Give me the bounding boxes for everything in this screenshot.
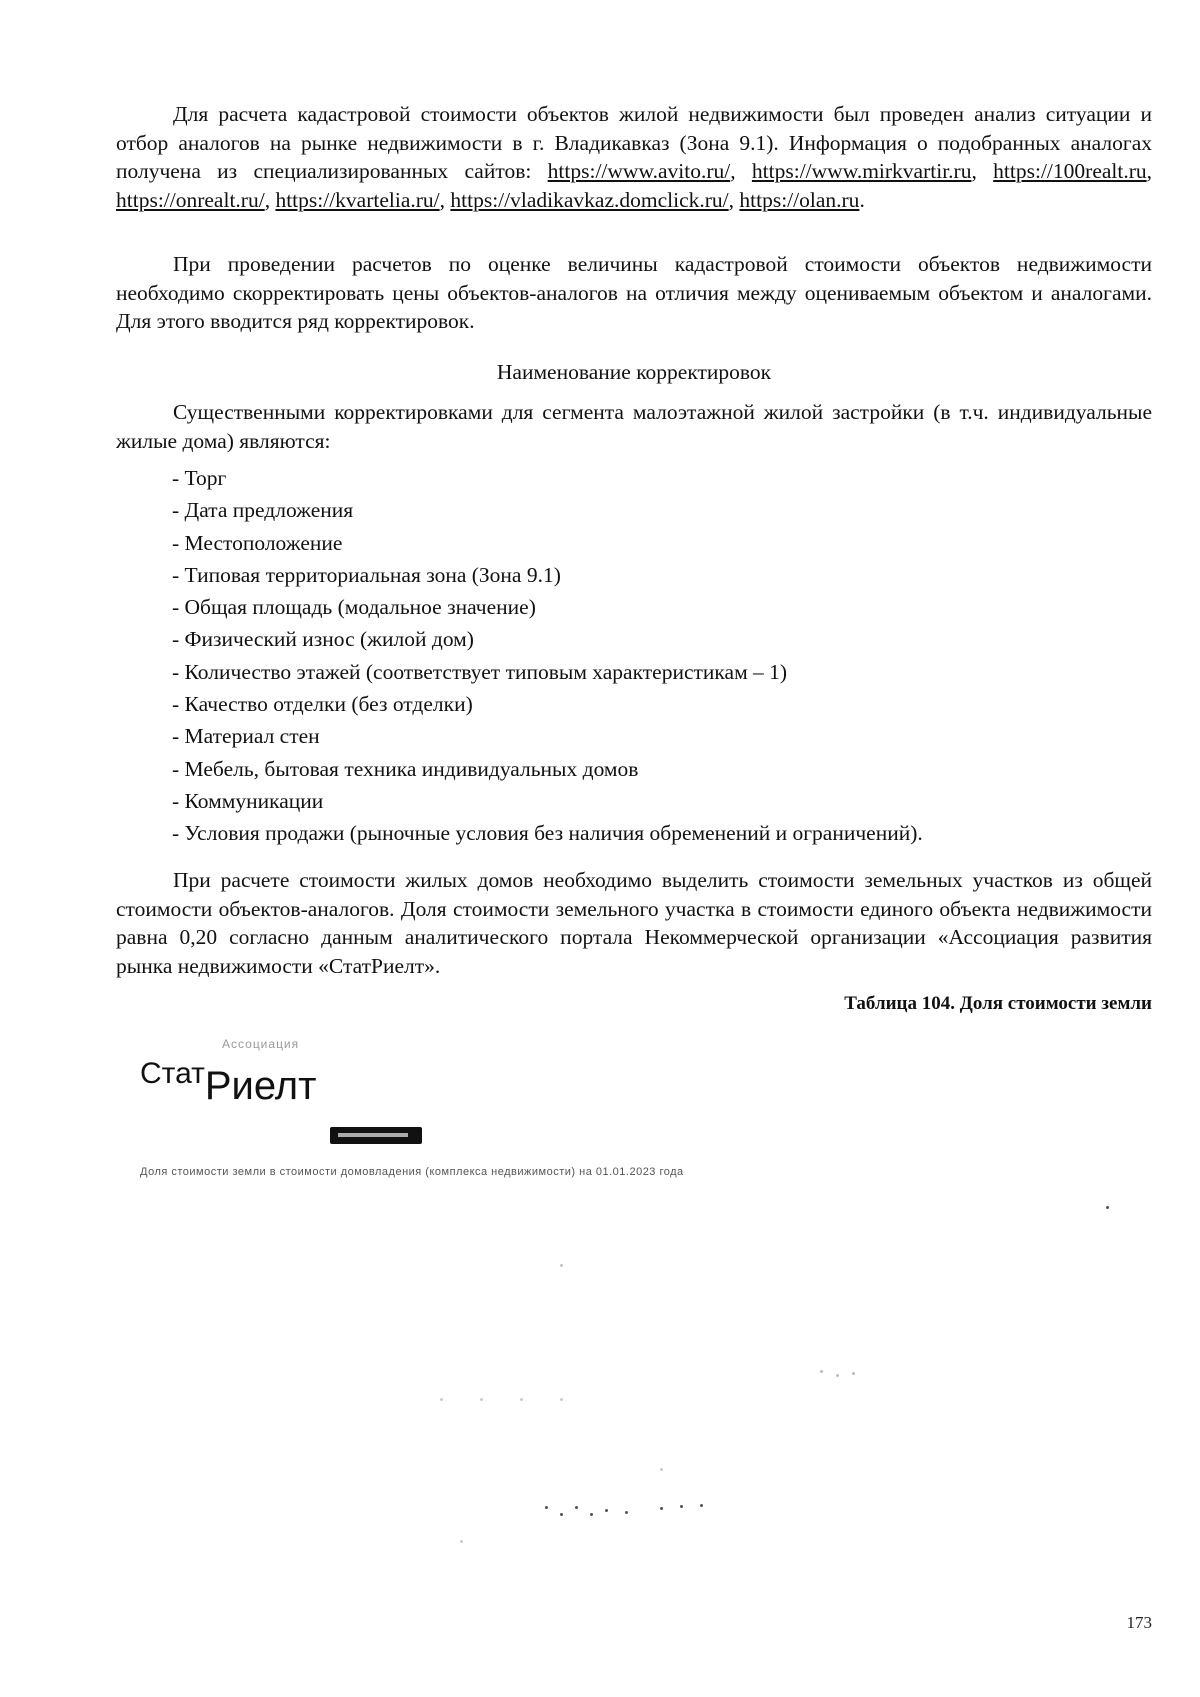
- list-item: - Качество отделки (без отделки): [172, 692, 473, 717]
- link-domclick[interactable]: https://vladikavkaz.domclick.ru/: [450, 187, 729, 212]
- scan-dot: [590, 1513, 593, 1516]
- logo-part2: Риелт: [204, 1064, 317, 1108]
- statrielt-logo: [140, 1057, 317, 1108]
- list-item: - Общая площадь (модальное значение): [172, 595, 536, 620]
- scan-dot: [680, 1505, 683, 1508]
- list-item: - Материал стен: [172, 724, 320, 749]
- link-onrealt[interactable]: https://onrealt.ru/: [116, 187, 265, 212]
- logo-small-text: Ассоциация: [222, 1037, 300, 1051]
- scan-dot: [575, 1506, 578, 1509]
- scan-dot: [625, 1511, 628, 1514]
- link-100realt[interactable]: https://100realt.ru: [993, 159, 1147, 183]
- scan-dot: [520, 1398, 523, 1401]
- adjustment-list: [172, 462, 923, 850]
- scan-dot: [560, 1264, 563, 1267]
- paragraph-adjustments-intro-text: При проведении расчетов по оценке величины кадастровой стоимости объектов недвижимости необходимо скорректировать цены объектов-аналогов на отличия между оцениваемым объектом и аналогами. Для этого вводится ряд корректировок.: [116, 252, 1152, 333]
- scan-dot: [480, 1398, 483, 1401]
- scan-dot: [440, 1398, 443, 1401]
- paragraph-analogs: Для расчета кадастровой стоимости объектов жилой недвижимости был проведен анализ ситуации и отбор аналогов на рынке недвижимости в г. Владикавказ (Зона 9.1). Информация о подобранных аналогах получена из специализированных сайтов: https://www.avito.ru/, https://www.mirkvartir.ru, https://100realt.ru, https://onrealt.ru/, https://kvartelia.ru/, https://vladikavkaz.domclick.ru/, https://olan.ru.: [116, 102, 1153, 212]
- link-olan[interactable]: https://olan.ru: [739, 187, 860, 212]
- scan-dot: [1106, 1206, 1109, 1209]
- redacted-block: [330, 1127, 422, 1144]
- paragraph-essential-text: Существенными корректировками для сегмента малоэтажной жилой застройки (в т.ч. индивидуальные жилые дома) являются:: [116, 400, 1152, 453]
- logo-part1: Стат: [140, 1057, 205, 1090]
- scan-dot: [820, 1370, 823, 1373]
- scan-dot: [852, 1372, 855, 1375]
- paragraph-land-share-text: При расчете стоимости жилых домов необходимо выделить стоимости земельных участков из общей стоимости объектов-аналогов. Доля стоимости земельного участка в стоимости единого объекта недвижимости равна 0,20 согласно данным аналитического портала Некоммерческой организации «Ассоциация развития рынка недвижимости «СтатРиелт».: [116, 868, 1152, 978]
- scan-dot: [605, 1509, 608, 1512]
- section-heading: Наименование корректировок: [496, 360, 772, 384]
- paragraph-adjustments-intro: [116, 250, 1152, 336]
- list-item: - Торг: [172, 466, 227, 490]
- scan-dot: [836, 1374, 839, 1377]
- list-item: - Коммуникации: [172, 788, 324, 813]
- scan-dot: [545, 1506, 548, 1509]
- table-caption: Таблица 104. Доля стоимости земли: [844, 993, 1152, 1014]
- paragraph-essential: [116, 398, 1152, 455]
- paragraph-analogs-text: Для расчета кадастровой стоимости объектов жилой недвижимости был проведен анализ ситуации и отбор аналогов на рынке недвижимости в г. Владикавказ (Зона 9.1). Информация о подобранных аналогах получена из специализированных сайтов:: [116, 102, 1152, 183]
- page-number: 173: [1126, 1613, 1152, 1632]
- list-item: - Условия продажи (рыночные условия без наличия обременений и ограничений).: [172, 821, 923, 846]
- link-avito[interactable]: https://www.avito.ru/: [547, 159, 731, 183]
- list-item: - Количество этажей (соответствует типовым характеристикам – 1): [172, 659, 788, 684]
- link-kvartelia[interactable]: https://kvartelia.ru/: [275, 187, 440, 212]
- list-item: - Дата предложения: [172, 498, 354, 523]
- link-mirkvartir[interactable]: https://www.mirkvartir.ru: [751, 159, 972, 183]
- scan-dot: [560, 1398, 563, 1401]
- paragraph-land-share: [116, 866, 1152, 980]
- scan-dot: [660, 1507, 663, 1510]
- scan-dot: [560, 1513, 563, 1516]
- scan-dot: [460, 1540, 463, 1543]
- list-item: - Мебель, бытовая техника индивидуальных домов: [172, 756, 639, 781]
- image-caption: Доля стоимости земли в стоимости домовладения (комплекса недвижимости) на 01.01.2023 года: [140, 1166, 684, 1178]
- list-item: - Местоположение: [172, 530, 343, 555]
- scan-dot: [700, 1504, 703, 1507]
- list-item: - Физический износ (жилой дом): [172, 627, 474, 652]
- list-item: - Типовая территориальная зона (Зона 9.1): [172, 562, 561, 587]
- scan-dot: [660, 1468, 663, 1471]
